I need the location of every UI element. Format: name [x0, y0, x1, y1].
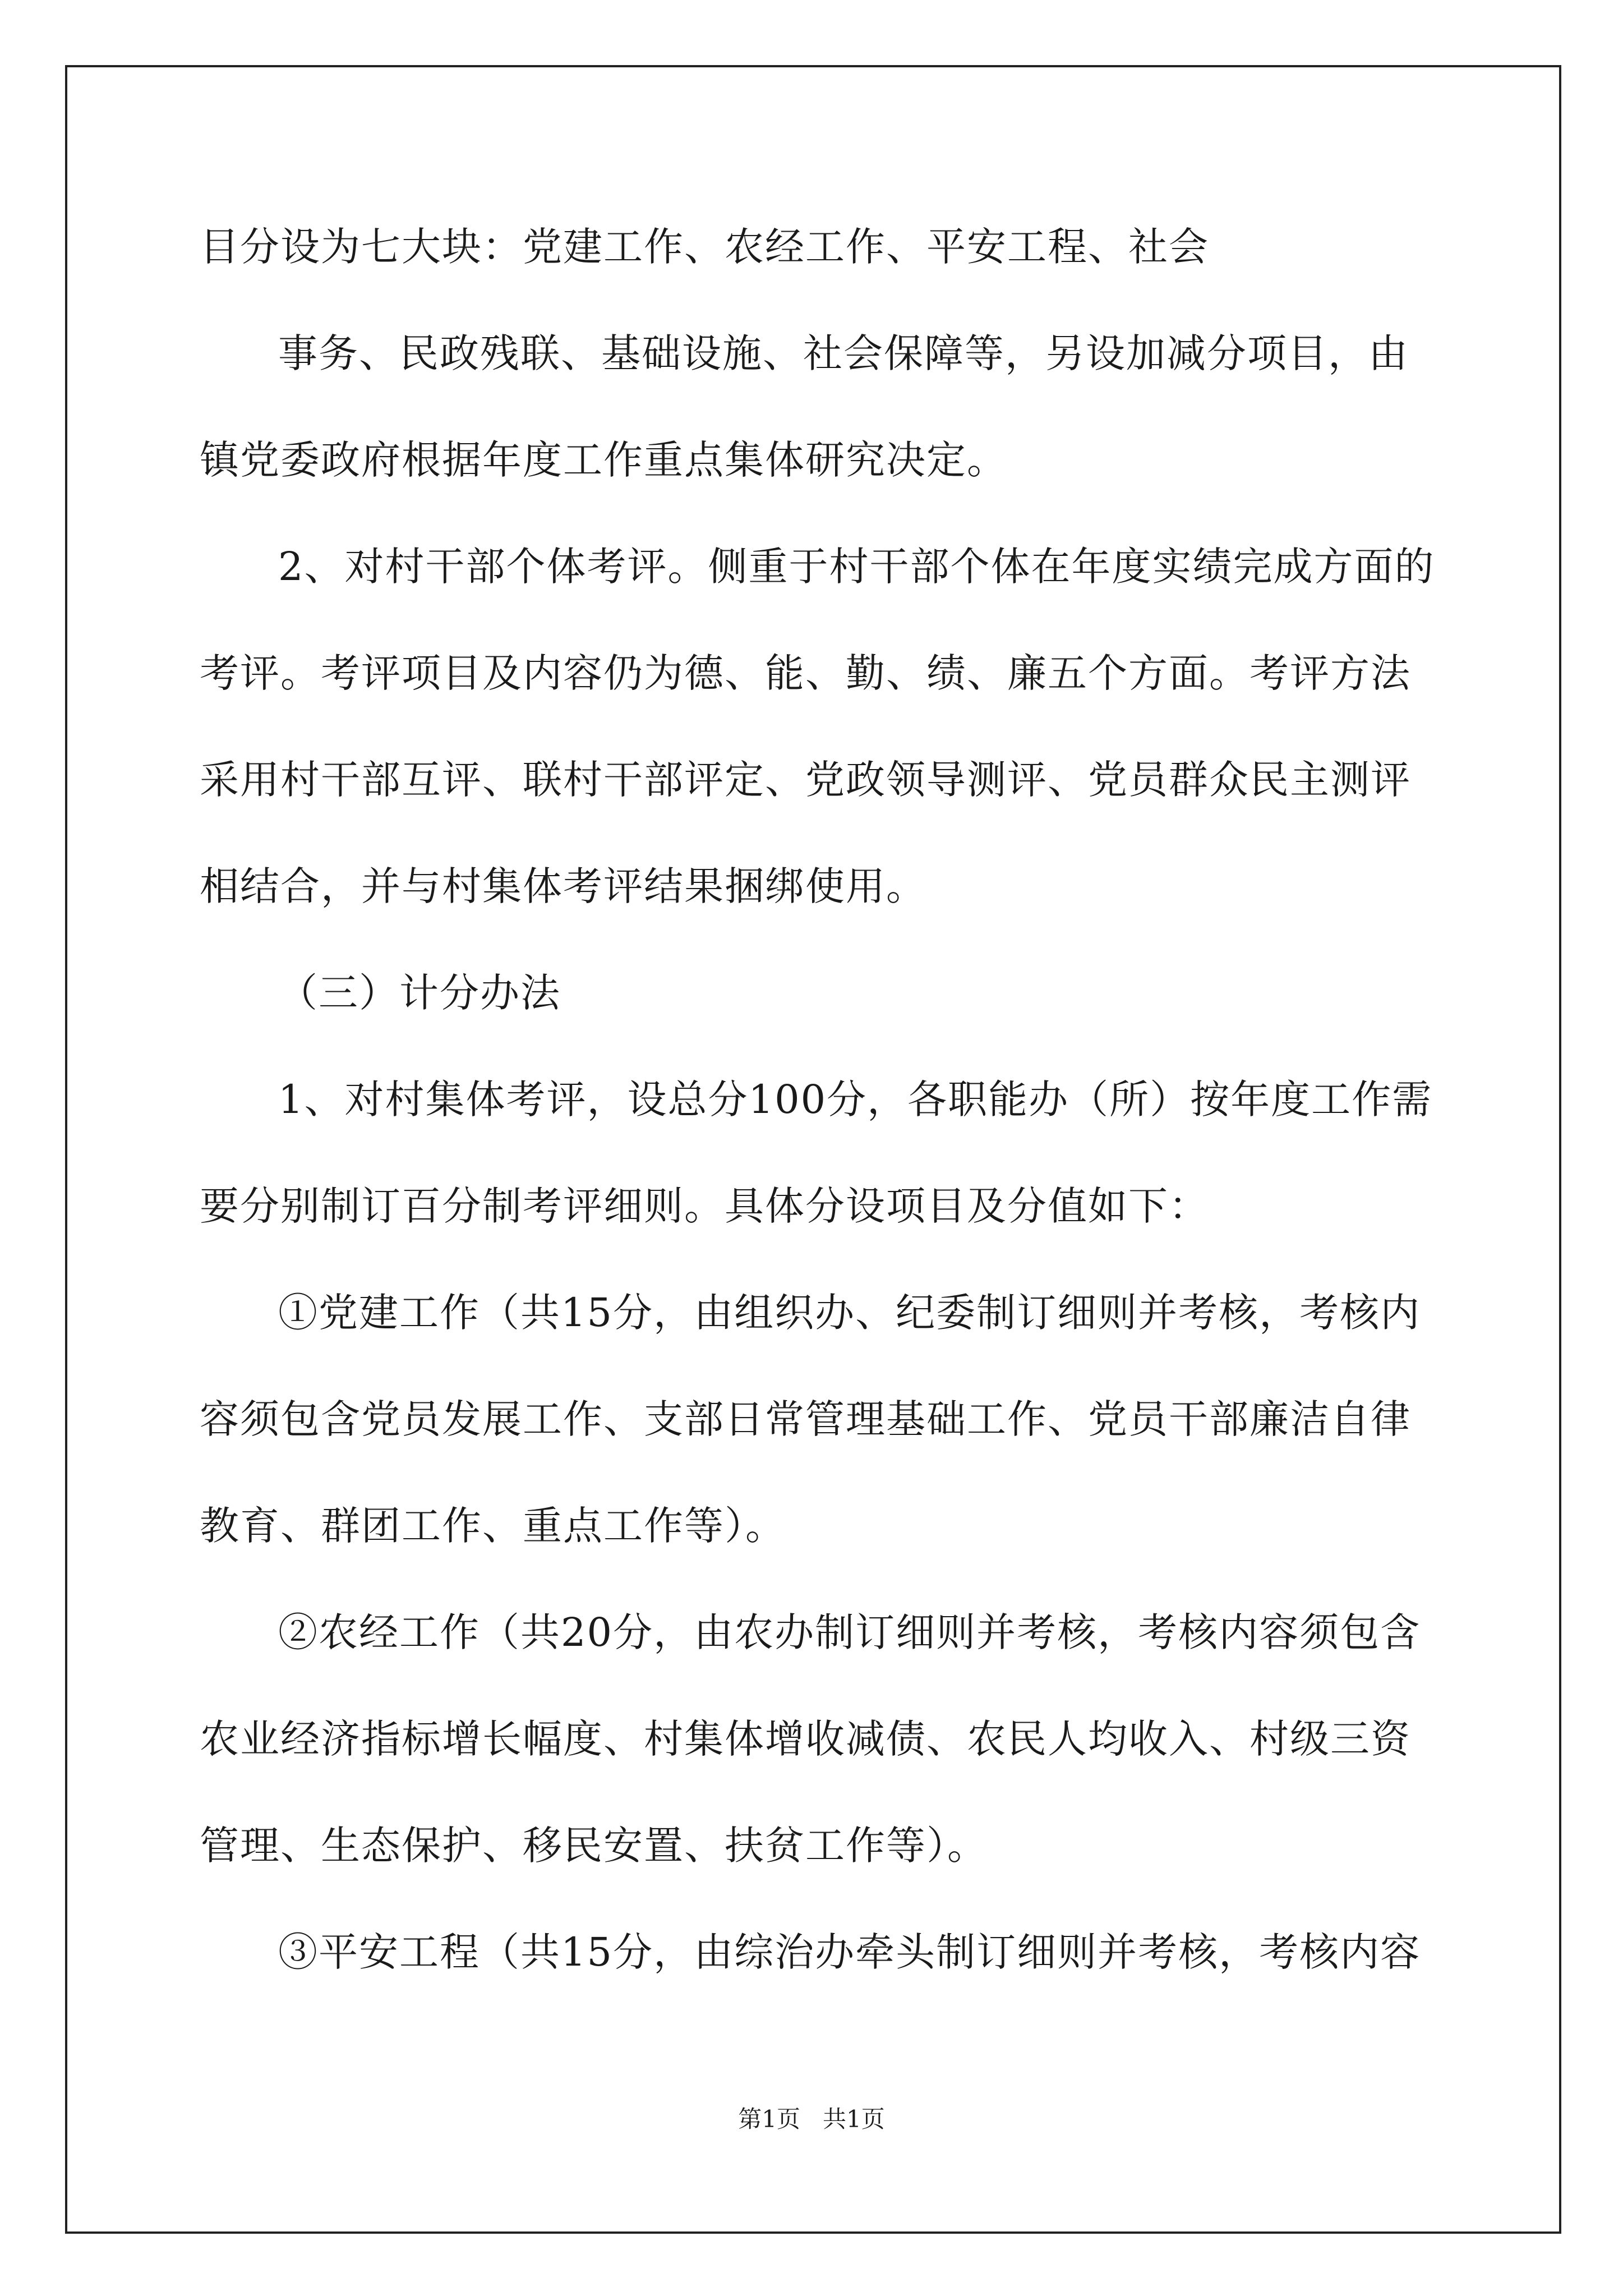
total-pages: 共1页	[823, 2105, 885, 2133]
text-line: 1、对村集体考评，设总分100分，各职能办（所）按年度工作需	[278, 1076, 1433, 1122]
text-line: 农业经济指标增长幅度、村集体增收减债、农民人均收入、村级三资	[200, 1716, 1411, 1762]
text-line: 容须包含党员发展工作、支部日常管理基础工作、党员干部廉洁自律	[200, 1396, 1411, 1442]
page-footer	[0, 2101, 1623, 2134]
text-line: 事务、民政残联、基础设施、社会保障等，另设加减分项目，由	[278, 330, 1409, 376]
text-line: ③平安工程（共15分，由综治办牵头制订细则并考核，考核内容	[278, 1929, 1421, 1975]
page-number: 第1页	[738, 2105, 800, 2133]
text-line: ②农经工作（共20分，由农办制订细则并考核，考核内容须包含	[278, 1609, 1421, 1655]
text-line: 目分设为七大块：党建工作、农经工作、平安工程、社会	[200, 224, 1209, 270]
text-line: 管理、生态保护、移民安置、扶贫工作等）。	[200, 1823, 988, 1869]
text-line: 要分别制订百分制考评细则。具体分设项目及分值如下：	[200, 1183, 1209, 1229]
text-line: ①党建工作（共15分，由组织办、纪委制订细则并考核，考核内	[278, 1290, 1421, 1336]
text-line: 采用村干部互评、联村干部评定、党政领导测评、党员群众民主测评	[200, 757, 1411, 803]
section-heading: （三）计分办法	[278, 970, 561, 1016]
text-line: 2、对村干部个体考评。侧重于村干部个体在年度实绩完成方面的	[278, 544, 1435, 590]
text-line: 镇党委政府根据年度工作重点集体研究决定。	[200, 437, 1007, 483]
text-line: 考评。考评项目及内容仍为德、能、勤、绩、廉五个方面。考评方法	[200, 650, 1411, 696]
text-line: 教育、群团工作、重点工作等）。	[200, 1503, 786, 1549]
text-line: 相结合，并与村集体考评结果捆绑使用。	[200, 863, 926, 909]
document-body	[200, 194, 1436, 2005]
